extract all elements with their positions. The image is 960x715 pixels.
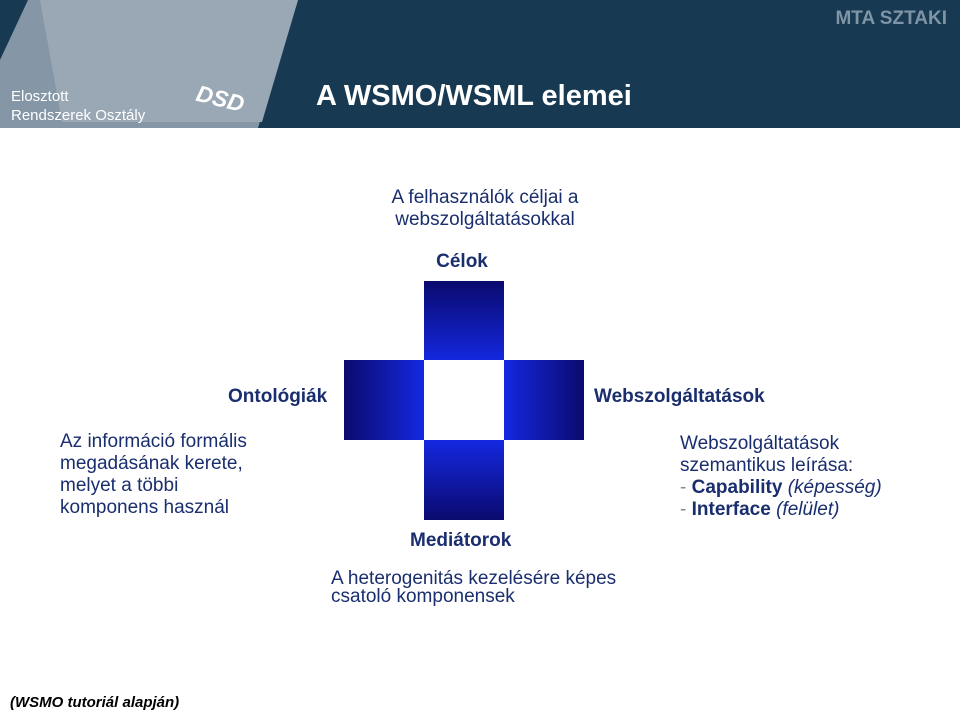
page-title: A WSMO/WSML elemei bbox=[316, 80, 632, 112]
organization-name: MTA SZTAKI bbox=[835, 8, 947, 29]
source-note: (WSMO tutoriál alapján) bbox=[10, 694, 180, 711]
center-square bbox=[424, 360, 504, 440]
bullet-interface: - Interface (felület) bbox=[680, 499, 840, 520]
goals-description: A felhasználók céljai a webszolgáltatásokkal bbox=[391, 187, 579, 230]
web-services-description: Webszolgáltatások szemantikus leírása: - Capability (képesség) - Interface (felület) bbox=[680, 433, 882, 520]
goals-label: Célok bbox=[436, 251, 488, 272]
ontologies-square bbox=[344, 360, 424, 440]
goals-square bbox=[424, 281, 504, 361]
bullet-capability: - Capability (képesség) bbox=[680, 477, 882, 498]
ontologies-description: Az információ formális megadásának kerete, melyet a többi komponens használ bbox=[60, 431, 247, 518]
mediators-square bbox=[424, 440, 504, 520]
dsd-logo: DSD bbox=[193, 80, 248, 117]
header-banner bbox=[0, 0, 960, 128]
mediators-label: Mediátorok bbox=[410, 530, 512, 551]
web-services-label: Webszolgáltatások bbox=[594, 386, 765, 407]
mediators-description: A heterogenitás kezelésére képes csatoló komponensek bbox=[331, 568, 617, 607]
ontologies-label: Ontológiák bbox=[228, 386, 328, 407]
department-name: Elosztott Rendszerek Osztály bbox=[11, 88, 146, 124]
web-services-square bbox=[504, 360, 584, 440]
